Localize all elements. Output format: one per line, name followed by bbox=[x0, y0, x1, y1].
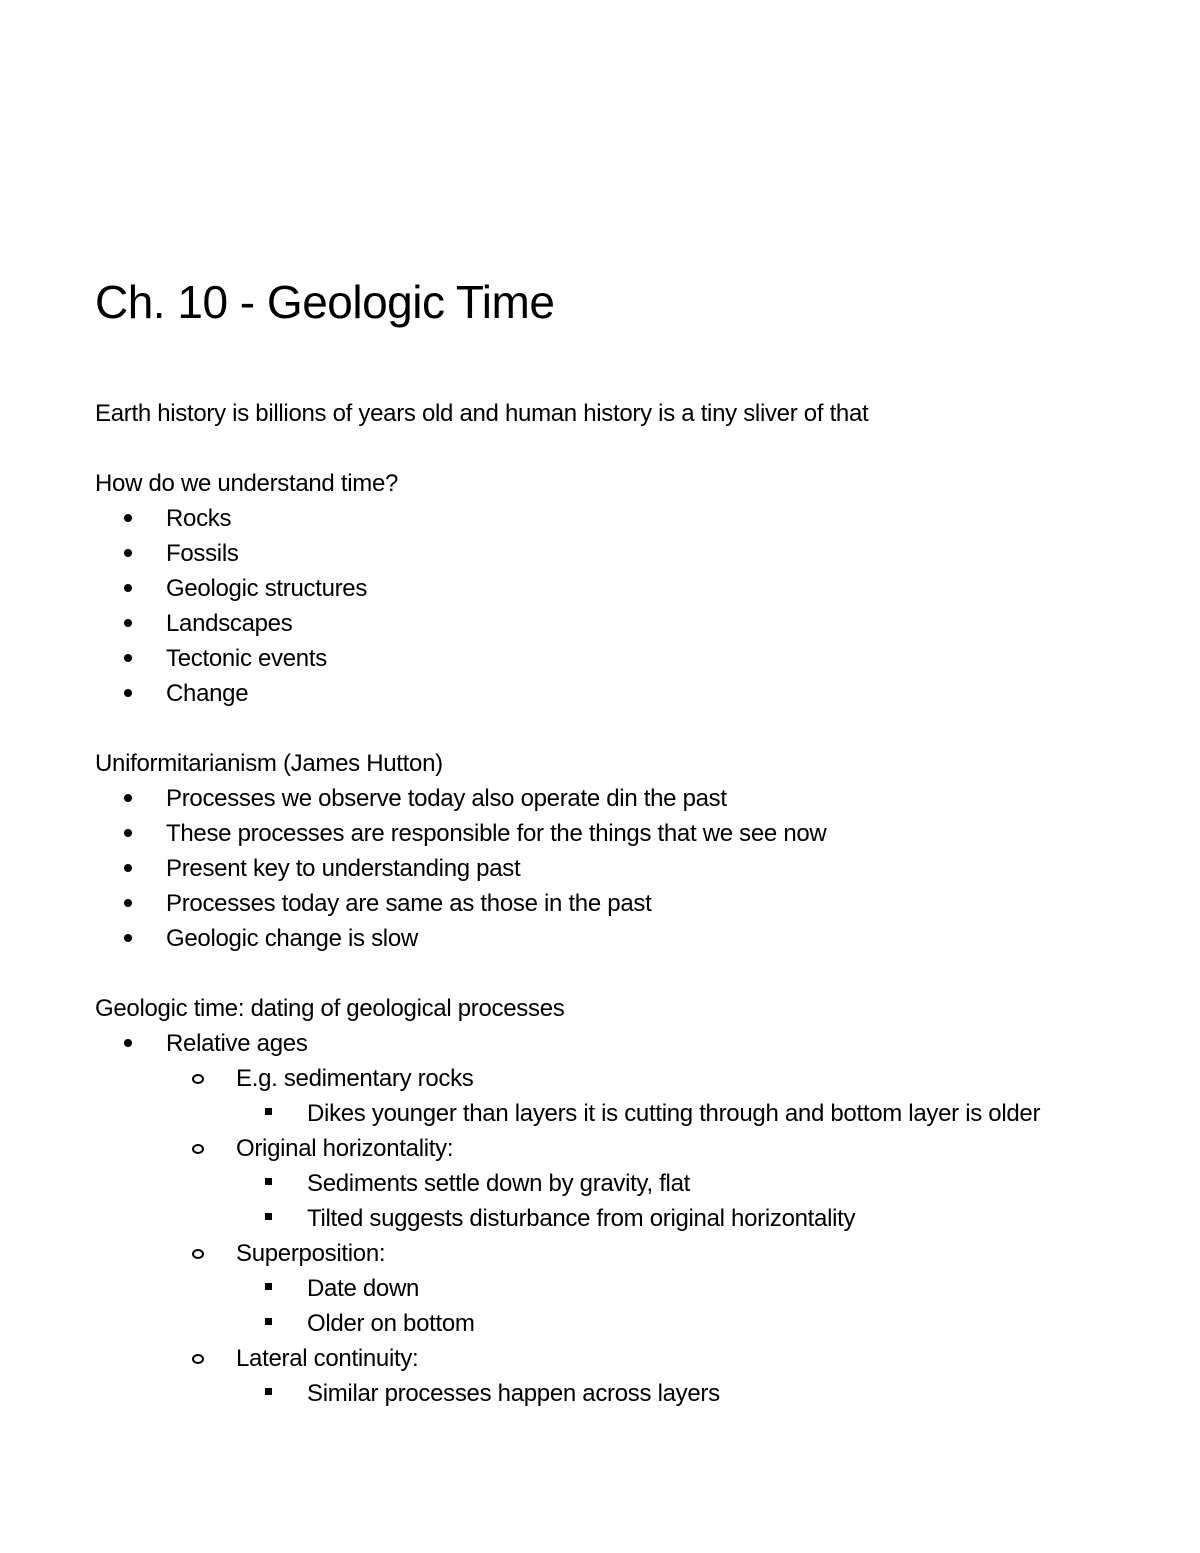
intro-text: Earth history is billions of years old and human history is a tiny sliver of that bbox=[95, 400, 869, 427]
bullet-square-icon bbox=[261, 1201, 275, 1236]
spacer bbox=[95, 431, 1105, 466]
section-heading-geologic-time: Geologic time: dating of geological processes bbox=[95, 995, 565, 1022]
spacer bbox=[95, 956, 1105, 991]
list-item: Present key to understanding past bbox=[95, 851, 1105, 886]
spacer bbox=[95, 711, 1105, 746]
bullet-square-icon bbox=[261, 1096, 275, 1131]
bullet-dot-icon bbox=[121, 886, 135, 921]
bullet-dot-icon bbox=[121, 851, 135, 886]
sublist-item: E.g. sedimentary rocks bbox=[95, 1061, 1105, 1096]
bullet-dot-icon bbox=[121, 571, 135, 606]
bullet-dot-icon bbox=[121, 536, 135, 571]
bullet-square-icon bbox=[261, 1166, 275, 1201]
list-item: These processes are responsible for the things that we see now bbox=[95, 816, 1105, 851]
list-item: Fossils bbox=[95, 536, 1105, 571]
bullet-square-icon bbox=[261, 1376, 275, 1411]
bullet-dot-icon bbox=[121, 606, 135, 641]
list-item: Landscapes bbox=[95, 606, 1105, 641]
bullet-circle-icon bbox=[189, 1061, 207, 1096]
sublist-item: Lateral continuity: bbox=[95, 1341, 1105, 1376]
bullet-square-icon bbox=[261, 1306, 275, 1341]
bullet-circle-icon bbox=[189, 1341, 207, 1376]
subsublist-item: Tilted suggests disturbance from original horizontality bbox=[95, 1201, 1105, 1236]
sublist-item: Original horizontality: bbox=[95, 1131, 1105, 1166]
page-title: Ch. 10 - Geologic Time bbox=[95, 276, 555, 328]
subsublist-item: Dikes younger than layers it is cutting through and bottom layer is older bbox=[95, 1096, 1105, 1131]
section-heading-understand-time: How do we understand time? bbox=[95, 470, 399, 497]
subsublist-item: Older on bottom bbox=[95, 1306, 1105, 1341]
bullet-dot-icon bbox=[121, 641, 135, 676]
list-item: Rocks bbox=[95, 501, 1105, 536]
notes-body bbox=[95, 396, 1105, 1436]
list-item: Processes we observe today also operate din the past bbox=[95, 781, 1105, 816]
list-item: Relative ages bbox=[95, 1026, 1105, 1061]
sublist-item: Superposition: bbox=[95, 1236, 1105, 1271]
bullet-dot-icon bbox=[121, 781, 135, 816]
bullet-circle-icon bbox=[189, 1236, 207, 1271]
list-item: Change bbox=[95, 676, 1105, 711]
list-item: Tectonic events bbox=[95, 641, 1105, 676]
bullet-circle-icon bbox=[189, 1131, 207, 1166]
subsublist-item: Sediments settle down by gravity, flat bbox=[95, 1166, 1105, 1201]
bullet-dot-icon bbox=[121, 1026, 135, 1061]
bullet-dot-icon bbox=[121, 816, 135, 851]
bullet-square-icon bbox=[261, 1271, 275, 1306]
subsublist-item: Similar processes happen across layers bbox=[95, 1376, 1105, 1411]
subsublist-item: Date down bbox=[95, 1271, 1105, 1306]
list-item: Geologic structures bbox=[95, 571, 1105, 606]
bullet-dot-icon bbox=[121, 921, 135, 956]
list-item: Processes today are same as those in the past bbox=[95, 886, 1105, 921]
list-item: Geologic change is slow bbox=[95, 921, 1105, 956]
section-heading-uniformitarianism: Uniformitarianism (James Hutton) bbox=[95, 750, 443, 777]
bullet-dot-icon bbox=[121, 676, 135, 711]
bullet-dot-icon bbox=[121, 501, 135, 536]
